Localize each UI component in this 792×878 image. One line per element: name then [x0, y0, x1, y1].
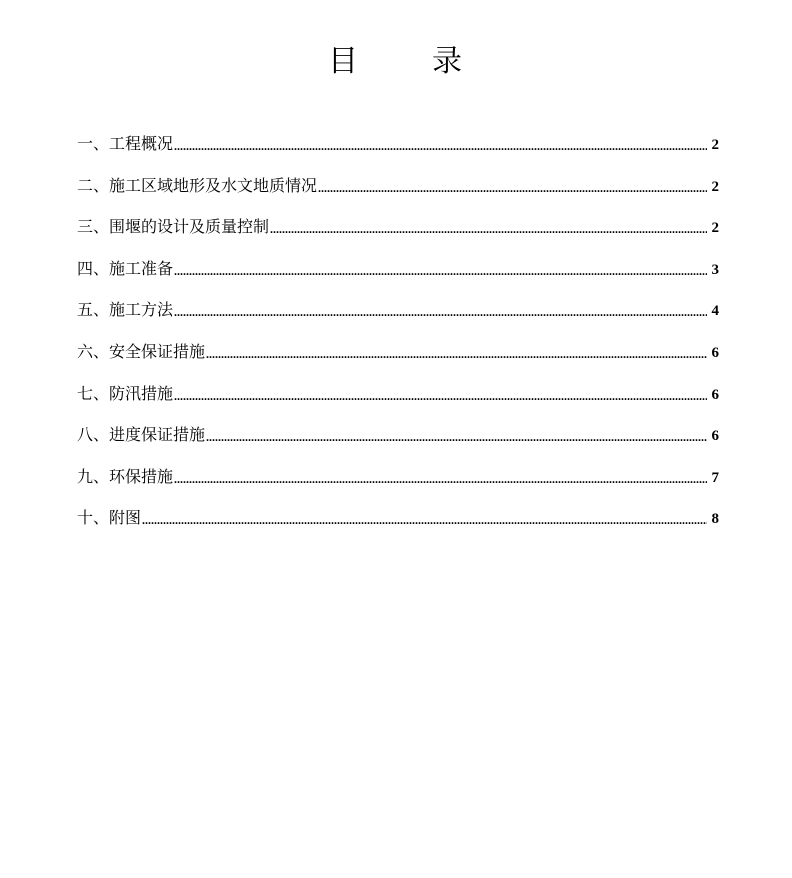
- toc-entry-page: 7: [711, 469, 719, 486]
- toc-entry-page: 6: [711, 386, 719, 403]
- toc-entry-page: 2: [711, 137, 719, 153]
- toc-entry-label: 九、环保措施: [77, 466, 174, 486]
- toc-entry-label: 一、工程概况: [77, 134, 174, 153]
- toc-leader-dots: [206, 344, 707, 364]
- toc-entry[interactable]: [77, 384, 719, 426]
- toc-entry-label: 六、安全保证措施: [77, 341, 206, 361]
- toc-entry-page: 4: [711, 303, 719, 320]
- toc-entry[interactable]: [77, 425, 719, 467]
- toc-entry-page: 6: [711, 428, 719, 445]
- page-title: [0, 44, 792, 80]
- toc-entry[interactable]: [77, 259, 719, 301]
- toc-leader-dots: [174, 386, 707, 406]
- toc-entry-page: 2: [711, 178, 719, 195]
- toc-entry[interactable]: [77, 467, 719, 509]
- toc-entry-label: 三、围堰的设计及质量控制: [77, 217, 270, 237]
- toc-entry-label: 七、防汛措施: [77, 383, 174, 403]
- toc-entry[interactable]: [77, 300, 719, 342]
- toc-entry[interactable]: [77, 508, 719, 550]
- toc-leader-dots: [270, 219, 707, 239]
- toc-entry[interactable]: [77, 176, 719, 218]
- toc-leader-dots: [174, 136, 707, 156]
- toc-entry-page: 3: [711, 261, 719, 278]
- toc-entry-label: 二、施工区域地形及水文地质情况: [77, 175, 318, 195]
- title-char-1: 目: [328, 44, 360, 79]
- toc-leader-dots: [206, 427, 707, 447]
- toc-entry-label: 四、施工准备: [77, 258, 174, 278]
- toc-entry-page: 6: [711, 344, 719, 361]
- toc-leader-dots: [142, 510, 707, 530]
- toc-leader-dots: [318, 178, 707, 198]
- toc-entry-label: 十、附图: [77, 508, 142, 528]
- toc-leader-dots: [174, 261, 707, 281]
- toc-entry-label: 八、进度保证措施: [77, 425, 206, 445]
- toc-entry[interactable]: [77, 217, 719, 259]
- toc-entry-label: 五、施工方法: [77, 300, 174, 320]
- toc-entry[interactable]: [77, 342, 719, 384]
- toc-entry-page: 8: [711, 511, 719, 528]
- toc-leader-dots: [174, 302, 707, 322]
- toc-entry[interactable]: [77, 134, 719, 176]
- toc-entry-page: 2: [711, 220, 719, 237]
- toc-leader-dots: [174, 469, 707, 489]
- table-of-contents: [77, 134, 719, 550]
- title-char-2: 录: [432, 44, 464, 79]
